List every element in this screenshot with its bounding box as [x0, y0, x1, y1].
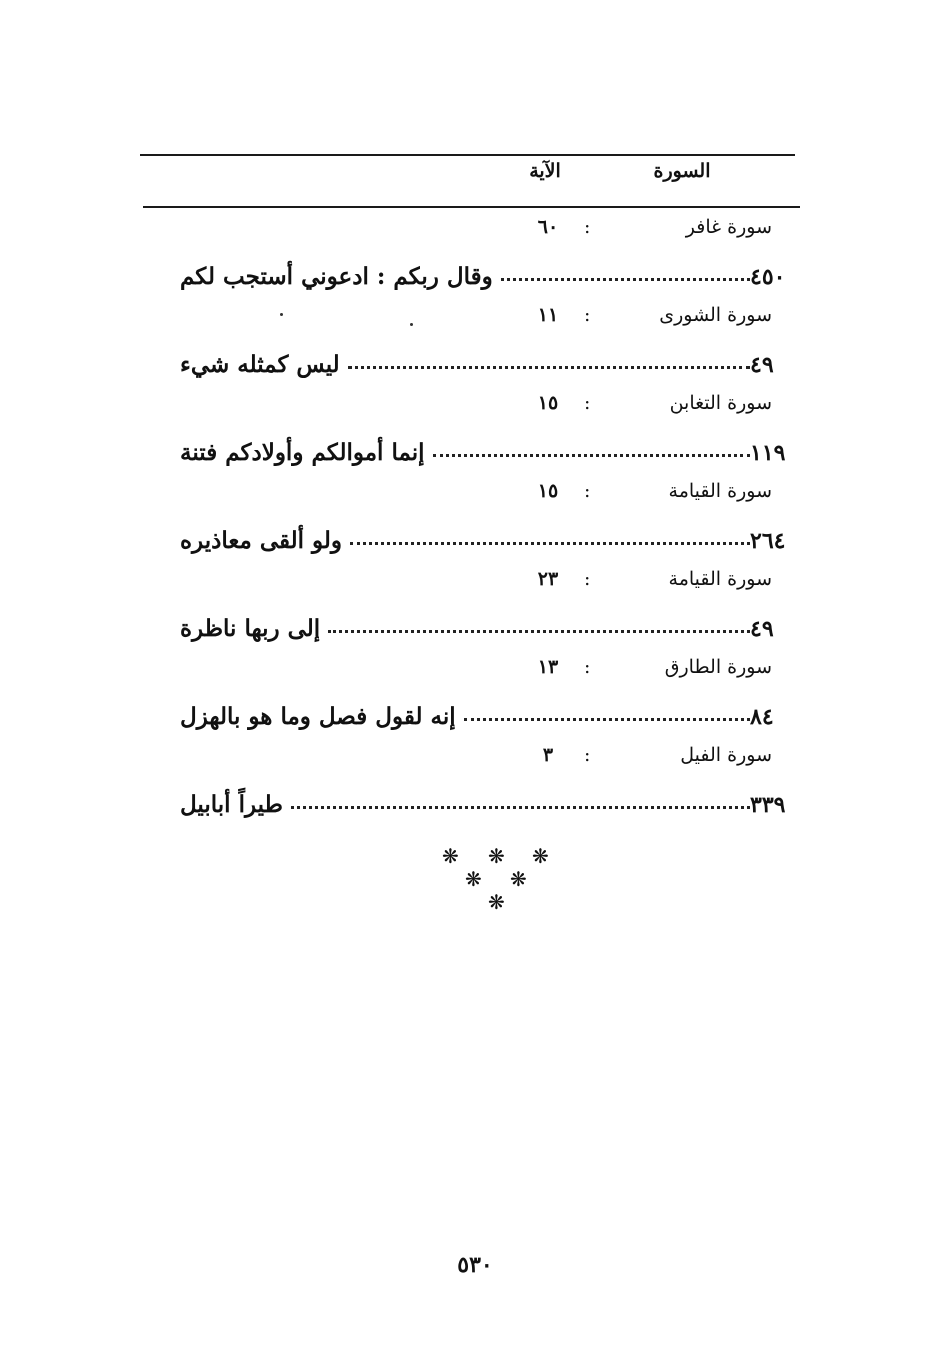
- verse-text: إلى ربها ناظرة: [180, 615, 321, 642]
- surah-name: سورة القيامة: [668, 480, 772, 502]
- verse-reference: [510, 480, 772, 510]
- asterisk-ornament-icon: ❋: [465, 867, 482, 891]
- reference-separator: :: [584, 656, 591, 678]
- verse-index-list: [170, 214, 805, 830]
- ornament-stars: [420, 840, 560, 920]
- index-entry: [170, 566, 805, 654]
- ayah-number: ٦٠: [537, 216, 559, 238]
- ayah-number: ٢٣: [537, 568, 559, 590]
- dot-leader: [328, 630, 750, 633]
- dot-leader: [350, 542, 750, 545]
- index-entry: [170, 214, 805, 302]
- verse-reference: [510, 656, 772, 686]
- page-number: ٥٣٠: [457, 1252, 493, 1278]
- verse-reference: [510, 568, 772, 598]
- surah-name: سورة القيامة: [668, 568, 772, 590]
- ayah-number: ١١: [537, 304, 559, 326]
- ayah-number: ١٥: [537, 480, 559, 502]
- verse-line: [170, 518, 802, 554]
- verse-line: [170, 606, 802, 642]
- surah-name: سورة الفيل: [680, 744, 772, 766]
- surah-name: سورة التغابن: [669, 392, 772, 414]
- page-reference: ٤٩: [750, 352, 774, 378]
- dot-leader: [464, 718, 750, 721]
- ayah-number: ١٣: [537, 656, 559, 678]
- verse-reference: [510, 744, 772, 774]
- page-reference: ٣٣٩: [750, 792, 786, 818]
- asterisk-ornament-icon: ❋: [510, 867, 527, 891]
- asterisk-ornament-icon: ❋: [532, 844, 549, 868]
- reference-separator: :: [584, 216, 591, 238]
- ayah-number: ١٥: [537, 392, 559, 414]
- index-entry: [170, 742, 805, 830]
- table-header-rule: [143, 206, 800, 208]
- asterisk-ornament-icon: ❋: [488, 844, 505, 868]
- index-entry: [170, 302, 805, 390]
- reference-separator: :: [584, 304, 591, 326]
- column-header-surah: السورة: [653, 160, 711, 182]
- verse-text: ولو ألقى معاذيره: [180, 527, 343, 554]
- verse-line: [170, 694, 802, 730]
- dot-leader: [433, 454, 750, 457]
- table-top-rule: [140, 154, 795, 156]
- verse-reference: [510, 304, 772, 334]
- verse-text: طيراً أبابيل: [180, 791, 283, 818]
- dot-leader: [348, 366, 750, 369]
- ayah-number: ٣: [542, 744, 554, 766]
- asterisk-ornament-icon: ❋: [488, 890, 505, 914]
- verse-line: [170, 430, 802, 466]
- verse-text: إنه لقول فصل وما هو بالهزل: [180, 703, 456, 730]
- reference-separator: :: [584, 392, 591, 414]
- verse-reference: [510, 216, 772, 246]
- column-header-ayah: الآية: [529, 160, 561, 182]
- index-entry: [170, 654, 805, 742]
- page-reference: ٢٦٤: [750, 528, 786, 554]
- page-reference: ١١٩: [750, 440, 786, 466]
- reference-separator: :: [584, 568, 591, 590]
- verse-reference: [510, 392, 772, 422]
- verse-line: [170, 342, 802, 378]
- dot-leader: [291, 806, 750, 809]
- surah-name: سورة الشورى: [659, 304, 772, 326]
- asterisk-ornament-icon: ❋: [442, 844, 459, 868]
- verse-text: ليس كمثله شيء: [180, 351, 340, 378]
- surah-name: سورة غافر: [685, 216, 772, 238]
- page-reference: ٨٤: [750, 704, 774, 730]
- verse-line: [170, 782, 802, 818]
- reference-separator: :: [584, 480, 591, 502]
- verse-text: وقال ربكم : ادعوني أستجب لكم: [180, 263, 493, 290]
- reference-separator: :: [584, 744, 591, 766]
- page-reference: ٤٥٠: [750, 264, 786, 290]
- dot-leader: [501, 278, 750, 281]
- verse-text: إنما أموالكم وأولادكم فتنة: [180, 439, 425, 466]
- verse-line: [170, 254, 802, 290]
- index-entry: [170, 478, 805, 566]
- index-entry: [170, 390, 805, 478]
- page-reference: ٤٩: [750, 616, 774, 642]
- surah-name: سورة الطارق: [664, 656, 772, 678]
